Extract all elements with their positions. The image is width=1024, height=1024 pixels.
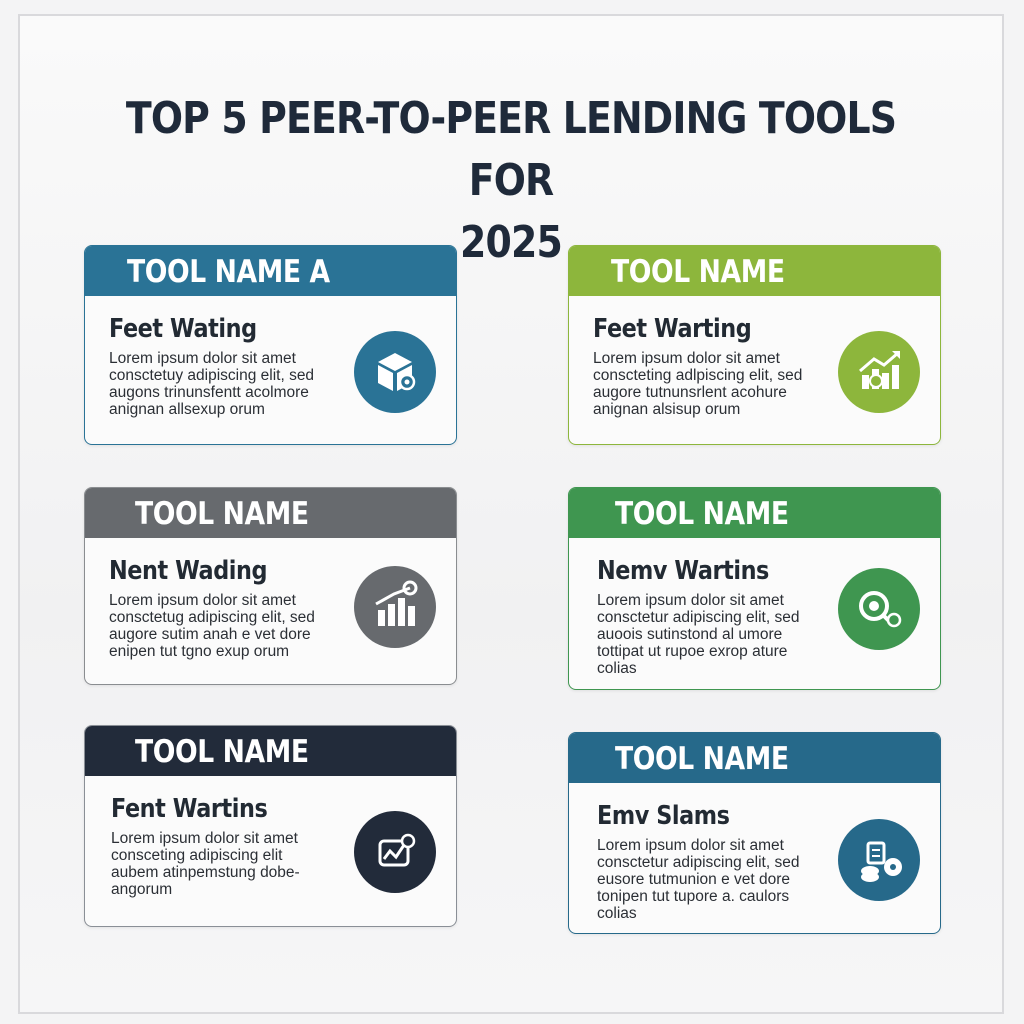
card-text-line: angorum: [111, 881, 173, 898]
finance-coins-icon: [838, 819, 920, 901]
card-description: [597, 837, 847, 922]
box-location-icon: [354, 331, 436, 413]
tool-card-3: [84, 487, 457, 685]
card-description: [109, 350, 359, 418]
card-text-line: tonipen tut tupore a. caulors: [597, 888, 790, 905]
title-line-2: 2025: [460, 217, 562, 268]
card-header: [569, 488, 940, 538]
card-text-line: consctetur adipiscing elit, sed: [597, 854, 800, 871]
card-header-label: TOOL NAME: [611, 254, 785, 290]
card-header-label: TOOL NAME A: [127, 254, 330, 290]
card-text-line: anignan allsexup orum: [109, 401, 265, 418]
tool-card-5: [84, 725, 457, 927]
card-text-line: consctetuy adipiscing elit, sed: [109, 367, 315, 384]
card-text-line: augore sutim anah e vet dore: [109, 626, 311, 643]
card-text-line: Lorem ipsum dolor sit amet: [109, 350, 296, 367]
tool-card-1: [84, 245, 457, 445]
card-header-label: TOOL NAME: [135, 496, 309, 532]
bar-chart-arrow-icon: [354, 566, 436, 648]
tool-card-4: [568, 487, 941, 690]
card-header-label: TOOL NAME: [135, 734, 309, 770]
card-text-line: anignan alsisup orum: [593, 401, 741, 418]
card-text-line: augons trinunsfentt acolmore: [109, 384, 309, 401]
card-text-line: Lorem ipsum dolor sit amet: [593, 350, 780, 367]
card-header-label: TOOL NAME: [615, 496, 789, 532]
title-line-1: TOP 5 PEER-TO-PEER LENDING TOOLS FOR: [125, 93, 897, 206]
card-text-line: augore tutnunsrlent acohure: [593, 384, 787, 401]
card-subtitle: Nemv Wartins: [597, 556, 769, 586]
card-text-line: conscteting adlpiscing elit, sed: [593, 367, 803, 384]
card-text-line: Lorem ipsum dolor sit amet: [111, 830, 298, 847]
card-description: [597, 592, 847, 677]
card-text-line: auoois sutinstond al umore: [597, 626, 783, 643]
card-text-line: colias: [597, 905, 637, 922]
card-subtitle: Emv Slams: [597, 801, 730, 831]
card-text-line: eusore tutmunion e vet dore: [597, 871, 791, 888]
card-header: [85, 726, 456, 776]
card-description: [109, 592, 359, 660]
card-header-label: TOOL NAME: [615, 741, 789, 777]
card-text-line: enipen tut tgno exup orum: [109, 643, 290, 660]
card-description: [593, 350, 843, 418]
analytics-icon: [354, 811, 436, 893]
card-subtitle: Nent Wading: [109, 556, 268, 586]
card-text-line: colias: [597, 660, 637, 677]
card-subtitle: Fent Wartins: [111, 794, 268, 824]
card-text-line: consctetur adipiscing elit, sed: [597, 609, 800, 626]
tool-card-6: [568, 732, 941, 934]
card-text-line: consceting adipiscing elit: [111, 847, 283, 864]
growth-chart-icon: [838, 331, 920, 413]
card-text-line: Lorem ipsum dolor sit amet: [597, 837, 784, 854]
card-text-line: tottipat ut rupoe exrop ature: [597, 643, 788, 660]
card-header: [85, 488, 456, 538]
card-subtitle: Feet Wating: [109, 314, 257, 344]
card-description: [111, 830, 361, 898]
tool-card-2: [568, 245, 941, 445]
card-text-line: aubem atinpemstung dobe-: [111, 864, 300, 881]
card-header: [85, 246, 456, 296]
card-text-line: Lorem ipsum dolor sit amet: [597, 592, 784, 609]
card-text-line: consctetug adipiscing elit, sed: [109, 609, 315, 626]
target-search-icon: [838, 568, 920, 650]
card-text-line: Lorem ipsum dolor sit amet: [109, 592, 296, 609]
card-header: [569, 733, 940, 783]
card-subtitle: Feet Warting: [593, 314, 752, 344]
card-header: [569, 246, 940, 296]
